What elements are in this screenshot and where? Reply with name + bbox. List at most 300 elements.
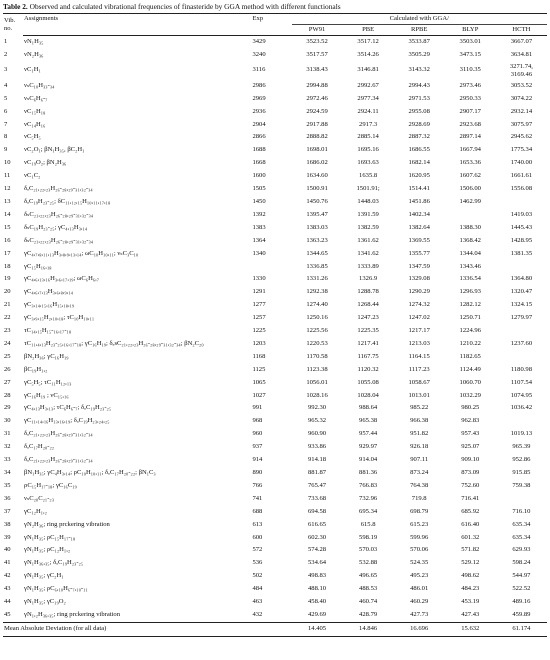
calc-value: 571.82 [461, 546, 480, 554]
vib-number: 32 [4, 443, 11, 451]
table-row [3, 273, 547, 286]
calc-value: 1428.95 [510, 236, 533, 244]
calc-value: 1124.49 [459, 365, 481, 373]
assignment: βN₁H₃₅; γC₄H₃,₁₄; ρC₁₀H₁₀,₁₁; δₐC₁₇H₂₀-₂₂; βN₁C₃ [24, 469, 156, 476]
exp-value: 1340 [252, 249, 266, 257]
exp-value [251, 261, 291, 274]
calc-value: 1368.42 [459, 236, 481, 244]
calc-value: 3514.26 [357, 50, 379, 58]
calc-value: 1120.32 [357, 365, 379, 373]
calc-value: 599.96 [410, 533, 429, 541]
calc-value: 1343.46 [459, 262, 481, 270]
vib-number: 17 [4, 249, 11, 257]
assignment: δₛC₁₉H₂₃-₂₅; γC₄,₁₃H₃,₁₄ [24, 223, 88, 231]
calc-value: 1182.65 [459, 352, 481, 360]
assignment: νC₅H₅ [24, 133, 41, 141]
assignment: τC₁₄,₁₅H₁₅-₁₆,₁₇-₁₈ [24, 327, 72, 335]
calc-value: 615.23 [410, 520, 429, 528]
calc-value: 733.68 [307, 494, 327, 502]
calc-value: 1361.62 [357, 236, 379, 244]
assignment: δₐC₂₁,₂₂,₂₃H₂₆-₂₈,₂₉-₃₁,₃₂-₃₄ [24, 185, 93, 193]
table-row [3, 570, 547, 583]
vib-number: 40 [4, 546, 11, 554]
calc-value: 2992.67 [357, 81, 379, 89]
calc-value: 1279.97 [510, 314, 533, 322]
calc-value: 965.39 [512, 443, 531, 451]
header-functional: RPBE [394, 25, 445, 36]
exp-value: 1505 [252, 185, 266, 193]
mad-value: 16.696 [394, 622, 445, 636]
vib-number: 38 [4, 520, 11, 528]
calc-value: 486.01 [410, 585, 429, 593]
calc-value: 960.90 [307, 430, 327, 438]
exp-value: 2986 [252, 81, 266, 89]
calc-value: 915.85 [512, 469, 531, 476]
exp-value: 1291 [252, 288, 266, 296]
assignment: γC₁₂H₁,₂ [24, 507, 47, 515]
vib-number: 35 [4, 481, 11, 489]
calc-value: 2897.14 [459, 133, 481, 141]
assignment: νC₁₉O₂; βN₂H₃₆ [24, 159, 67, 167]
calc-value: 1448.03 [357, 197, 379, 205]
assignment: γN₁H₃₅; γC₁₉O₂ [24, 598, 66, 606]
vib-number: 14 [4, 210, 11, 218]
vib-number: 3 [4, 66, 8, 74]
calc-value: 1019.13 [510, 430, 533, 438]
exp-value: 766 [252, 481, 263, 489]
table-row [3, 93, 547, 106]
table-row [3, 583, 547, 596]
calc-value: 2972.46 [306, 94, 328, 102]
calc-value: 1347.59 [408, 262, 430, 270]
assignment: δₐC₂₁,₂₂,₂₃H₂₆-₂₈,₂₉-₃₁,₃₂-₃₄ [24, 430, 93, 438]
calc-value: 1123.38 [306, 365, 328, 373]
exp-value: 1668 [252, 159, 266, 167]
exp-value: 1392 [252, 210, 266, 218]
exp-value: 688 [252, 507, 263, 515]
calc-value [496, 415, 547, 428]
calc-value: 598.24 [512, 559, 531, 567]
calc-value: 3533.87 [408, 38, 430, 45]
calc-value: 1445.43 [510, 223, 533, 231]
table-row [3, 441, 547, 454]
calc-value: 965.38 [359, 417, 378, 425]
assignment: γC₁₅H₁₆,₁₈ [24, 262, 52, 270]
calc-value: 695.34 [359, 507, 378, 515]
table-row [3, 119, 547, 132]
vib-number: 27 [4, 378, 11, 386]
assignment: γN₁,₂H₃₆,₃₅; ring prckering vibration [24, 610, 121, 618]
calc-value: 2928.69 [408, 120, 430, 128]
calc-value: 1364.80 [510, 275, 533, 283]
table-row [3, 80, 547, 93]
table-row [3, 325, 547, 338]
exp-value: 613 [252, 520, 263, 528]
calc-value: 1324.15 [510, 301, 533, 309]
vib-number: 1 [4, 37, 8, 45]
calc-value: 1250.16 [306, 314, 328, 322]
calc-value: 2923.68 [459, 120, 481, 128]
table-row [3, 196, 547, 209]
table-row [3, 222, 547, 235]
mad-label: Mean Absolute Deviation (for all data) [3, 622, 292, 636]
assignment: τC₁₁,₄,₁₃H₂₃-₂₅,₁₆,₁₇-₁₈; γC₁₆H₁₉; δₐsC₂₁,₂₂,₂₃H₂₆-₂₈,₂₉-₃₁,₃₂-₃₄; βN₂C₂₀ [24, 340, 204, 348]
vib-number: 29 [4, 404, 11, 412]
calc-value: 495.23 [410, 572, 429, 580]
calc-value: 1274.40 [306, 301, 328, 309]
calc-value: 3075.97 [510, 120, 533, 128]
table-row [3, 312, 547, 325]
calc-value: 3110.35 [459, 66, 481, 74]
exp-value: 1364 [252, 236, 266, 244]
calc-value: 429.69 [307, 610, 327, 618]
assignment: νC₁H₁ [24, 66, 41, 74]
calc-value: 952.86 [512, 456, 531, 464]
calc-value: 1419.03 [510, 210, 533, 218]
calc-value: 1107.54 [510, 378, 532, 386]
assignment: γN₁H₃₅; ρC₁₅H₁₇-₁₈ [24, 533, 76, 541]
calc-value: 1634.60 [306, 172, 328, 180]
calc-value: 980.25 [461, 404, 480, 412]
table-row [3, 351, 547, 364]
calc-value: 3146.81 [357, 66, 379, 74]
table-row [3, 377, 547, 390]
calc-value: 488.10 [307, 585, 327, 593]
vib-number: 7 [4, 120, 8, 128]
calc-value: 1382.64 [408, 223, 430, 231]
exp-value: 502 [252, 572, 263, 580]
calc-value: 1653.36 [459, 159, 481, 167]
calc-value: 1693.63 [357, 159, 379, 167]
table-row [3, 338, 547, 351]
vib-number: 37 [4, 507, 11, 515]
calc-value: 602.30 [307, 533, 327, 541]
assignment: γC₄,₁₃H₃,₁₃; τC₆H₆-₇; δₐC₁₉H₂₃-₂₅ [24, 404, 112, 412]
calc-value: 1326.9 [359, 275, 378, 283]
table-caption [3, 2, 547, 11]
assignment: βN₂H₃₆; γC₁₆H₁₉ [24, 352, 69, 360]
calc-value: 698.79 [410, 507, 429, 515]
calc-value: 428.79 [359, 610, 378, 618]
calc-value: 962.83 [461, 417, 480, 425]
table-row [3, 390, 547, 403]
calc-value: 635.34 [512, 520, 531, 528]
table-row [3, 36, 547, 49]
exp-value: 960 [252, 430, 263, 438]
exp-value: 1330 [252, 275, 266, 283]
exp-value: 1203 [252, 339, 266, 347]
calc-value: 1355.77 [408, 249, 430, 257]
calc-value: 1686.55 [408, 146, 430, 154]
vib-number: 36 [4, 494, 11, 502]
table-caption-text: Observed and calculated vibrational frequencies of finasteride by GGA method with different functionals [29, 2, 341, 11]
exp-value: 741 [252, 494, 263, 502]
calc-value: 1381.35 [510, 249, 533, 257]
assignment: γN₂H₃₆; ring prckering vibration [24, 520, 110, 528]
table-row [3, 596, 547, 609]
vib-number: 20 [4, 288, 11, 296]
vib-number: 43 [4, 585, 11, 593]
calc-value: 951.82 [410, 430, 429, 438]
calc-value: 1501.91; [356, 185, 380, 193]
exp-value: 463 [252, 598, 263, 606]
calc-value: 615.8 [360, 520, 376, 528]
exp-value: 890 [252, 469, 263, 476]
calc-value: 926.18 [410, 443, 429, 451]
calc-value: 2994.88 [306, 81, 328, 89]
calc-value: 1282.12 [459, 301, 481, 309]
vib-number: 13 [4, 197, 11, 205]
calc-value: 2924.11 [357, 107, 379, 115]
table-row [3, 144, 547, 157]
assignment: γC₃,₉,₁₅H₂,₁₀,₁₈; τC₁₀H₁₀,₁₁ [24, 314, 95, 322]
calc-value: 453.19 [461, 598, 480, 606]
calc-value: 1028.04 [357, 391, 379, 399]
calc-value: 2994.43 [408, 81, 430, 89]
calc-value: 2917.3 [359, 120, 378, 128]
calc-value: 1698.01 [306, 146, 328, 154]
frequency-table [3, 13, 547, 637]
calc-value [496, 261, 547, 274]
calc-value: 1620.95 [408, 172, 430, 180]
calc-value: 427.73 [410, 610, 429, 618]
calc-value: 3634.81 [510, 50, 533, 58]
table-caption-label: Table 2. [3, 2, 28, 11]
vib-number: 33 [4, 456, 11, 464]
calc-value: 957.44 [359, 430, 378, 438]
calc-value [445, 209, 496, 222]
header-exp: Exp [252, 15, 264, 23]
calc-value: 1074.95 [510, 391, 533, 399]
calc-value: 1363.23 [306, 236, 328, 244]
assignment: γN₁H₃₅; ρC₁₂H₁,₂ [24, 546, 71, 554]
assignment: νₛC₁₀H₃₃-₃₄ [24, 81, 55, 89]
assignment: νC₁₄H₁₆ [24, 120, 46, 128]
assignment: δₛC₂₁,₂₂,₂₃H₂₆-₂₈,₂₉-₃₁,₃₂-₃₄ [24, 210, 94, 218]
calc-value: 3503.01 [459, 38, 481, 45]
table-row [3, 506, 547, 519]
assignment: νₛC₆H₆-₇ [24, 94, 48, 102]
calc-value: 522.52 [512, 585, 531, 593]
calc-value: 1060.70 [459, 378, 481, 386]
table-row [3, 261, 547, 274]
calc-value: 914.18 [307, 456, 327, 464]
calc-value: 881.87 [307, 469, 327, 476]
calc-value: 459.89 [512, 610, 531, 618]
table-row [3, 364, 547, 377]
mad-value: 61.174 [496, 622, 547, 636]
calc-value: 2907.17 [459, 107, 481, 115]
calc-value: 3523.52 [306, 38, 328, 45]
assignment: γN₁H₃₅; γC₂H₁ [24, 572, 64, 580]
calc-value: 1661.61 [510, 172, 533, 180]
calc-value: 1247.02 [408, 314, 430, 322]
calc-value: 929.97 [359, 443, 378, 451]
calc-value: 716.10 [512, 507, 531, 515]
calc-value: 484.23 [461, 585, 480, 593]
calc-value: 616.40 [461, 520, 480, 528]
exp-value: 1168 [252, 352, 266, 360]
exp-value: 1450 [252, 197, 266, 205]
calc-value: 2885.14 [357, 133, 379, 141]
vib-number: 16 [4, 236, 11, 244]
assignment: δₐC₂₁,₂₂,₂₃H₂₆-₂₈,₂₉-₃₁,₃₂-₃₄ [24, 456, 93, 464]
table-row [3, 209, 547, 222]
assignment: βC₁₉H₁,₂ [24, 365, 48, 373]
calc-value: 764.38 [410, 481, 429, 489]
calc-value: 3517.12 [357, 38, 379, 45]
calc-value [496, 493, 547, 506]
table-row [3, 454, 547, 467]
header-calculated-group: Calculated with GGA/ [292, 14, 548, 25]
calc-value: 1383.03 [306, 223, 328, 231]
vib-number: 44 [4, 598, 11, 606]
calc-value: 1237.60 [510, 339, 533, 347]
calc-value: 719.8 [411, 494, 427, 502]
calc-value: 1607.62 [459, 172, 481, 180]
vib-number: 34 [4, 469, 11, 476]
calc-value: 1462.99 [459, 197, 481, 205]
calc-value: 716.41 [461, 494, 480, 502]
table-row [3, 402, 547, 415]
vib-number: 18 [4, 262, 11, 270]
calc-value: 1402.34 [408, 210, 430, 218]
calc-value [496, 325, 547, 338]
vib-number: 8 [4, 133, 8, 141]
calc-value: 1180.98 [510, 365, 532, 373]
calc-value: 1336.54 [459, 275, 481, 283]
table-row [3, 106, 547, 119]
table-row [3, 544, 547, 557]
exp-value: 484 [252, 585, 263, 593]
assignment: δₐC₁₇H₂₀-₂₂ [24, 443, 55, 451]
exp-value: 2969 [252, 94, 266, 102]
calc-value: 1331.26 [306, 275, 328, 283]
exp-value: 991 [252, 404, 263, 412]
calc-value: 1170.58 [306, 352, 328, 360]
assignment: γC₅H₅; τC₁₁H₁₂,₁₃ [24, 378, 72, 386]
vib-number: 26 [4, 365, 11, 373]
exp-value: 937 [252, 443, 263, 451]
calc-value: 3667.07 [510, 38, 533, 45]
calc-value: 3138.43 [306, 66, 328, 74]
calc-value: 629.93 [512, 546, 531, 554]
calc-value: 732.96 [359, 494, 378, 502]
table-row [3, 248, 547, 261]
calc-value: 1032.29 [459, 391, 481, 399]
calc-value: 635.34 [512, 533, 531, 541]
calc-value: 1268.44 [357, 301, 379, 309]
exp-value: 1027 [252, 391, 266, 399]
calc-value: 1667.94 [459, 146, 481, 154]
calc-value: 496.65 [359, 572, 378, 580]
calc-value: 1682.14 [408, 159, 430, 167]
calc-value: 3473.15 [459, 50, 481, 58]
calc-value: 3505.29 [408, 50, 430, 58]
vib-number: 21 [4, 301, 11, 309]
mad-value: 15.632 [445, 622, 496, 636]
calc-value: 2977.34 [357, 94, 379, 102]
calc-value: 1341.62 [357, 249, 379, 257]
exp-value: 2936 [252, 107, 266, 115]
calc-value: 1320.47 [510, 288, 533, 296]
table-row [3, 519, 547, 532]
assignment: γC₄,₆,₁₃,₁₆H₃,₆,₁₇,₁₉; ωC₆H₆,₇ [24, 275, 100, 283]
vib-number: 22 [4, 314, 11, 322]
calc-value: 925.07 [461, 443, 480, 451]
calc-value: 460.74 [359, 598, 378, 606]
calc-value: 992.30 [307, 404, 327, 412]
calc-value: 1556.08 [510, 185, 533, 193]
assignment: νₛC₂₀C₂₁-₂₃ [24, 494, 55, 502]
calc-value: 1296.93 [459, 288, 481, 296]
table-row [3, 235, 547, 248]
mad-value: 14.846 [343, 622, 394, 636]
calc-value: 1344.65 [306, 249, 328, 257]
calc-value: 881.36 [359, 469, 378, 476]
calc-value: 3053.52 [510, 81, 533, 89]
assignment: νC₂O₁; βN₁H₃₅, βC₂H₁ [24, 146, 85, 154]
calc-value: 1382.59 [357, 223, 379, 231]
table-row [3, 49, 547, 62]
assignment: ρC₁₅H₁₇-₁₈; γC₁₆C₁₉ [24, 481, 77, 489]
exp-value: 3429 [252, 38, 266, 45]
exp-value: 1383 [252, 223, 266, 231]
calc-value: 2887.32 [408, 133, 430, 141]
header-assignments: Assignments [24, 15, 59, 23]
table-row [3, 299, 547, 312]
calc-value: 3517.57 [306, 50, 328, 58]
vib-number: 12 [4, 185, 11, 193]
calc-value [496, 351, 547, 364]
calc-value: 1451.86 [408, 197, 430, 205]
header-spacer-exp [251, 25, 291, 36]
table-row [3, 157, 547, 170]
table-row [3, 467, 547, 480]
calc-value: 1344.04 [459, 249, 481, 257]
calc-value: 1391.59 [357, 210, 379, 218]
exp-value: 1125 [252, 365, 266, 373]
exp-value: 3116 [252, 66, 266, 74]
calc-value: 1217.41 [357, 339, 379, 347]
calc-value: 498.62 [461, 572, 480, 580]
calc-value: 570.03 [359, 546, 378, 554]
assignment: γN₁H₃₅; ρC₆,₁₀H₆-₇,₁₀-₁₁ [24, 585, 88, 593]
calc-value: 1225.35 [357, 327, 379, 335]
exp-value: 600 [252, 533, 263, 541]
vib-number: 39 [4, 533, 11, 541]
vib-number: 31 [4, 430, 11, 438]
exp-value: 1225 [252, 327, 266, 335]
vib-number: 41 [4, 559, 11, 567]
calc-value: 2945.62 [510, 133, 533, 141]
assignment: δₐC₁₉H₂₃-₂₅; δC₁₁,₁₂,₁₅H₁₀,₁₁,₁₇,₁₈ [24, 197, 111, 205]
calc-value: 1514.41 [408, 185, 430, 193]
vib-number: 25 [4, 352, 11, 360]
calc-value: 1292.38 [306, 288, 328, 296]
calc-value: 570.06 [410, 546, 429, 554]
header-functional: PBE [343, 25, 394, 36]
calc-value: 933.86 [307, 443, 327, 451]
calc-value: 3074.22 [510, 94, 533, 102]
table-body [3, 36, 547, 637]
header-functional: PW91 [292, 25, 343, 36]
calc-value: 1695.16 [357, 146, 379, 154]
calc-value: 1217.17 [408, 327, 430, 335]
calc-value: 1036.42 [510, 404, 533, 412]
calc-value: 2950.33 [459, 94, 481, 102]
calc-value: 914.04 [359, 456, 378, 464]
